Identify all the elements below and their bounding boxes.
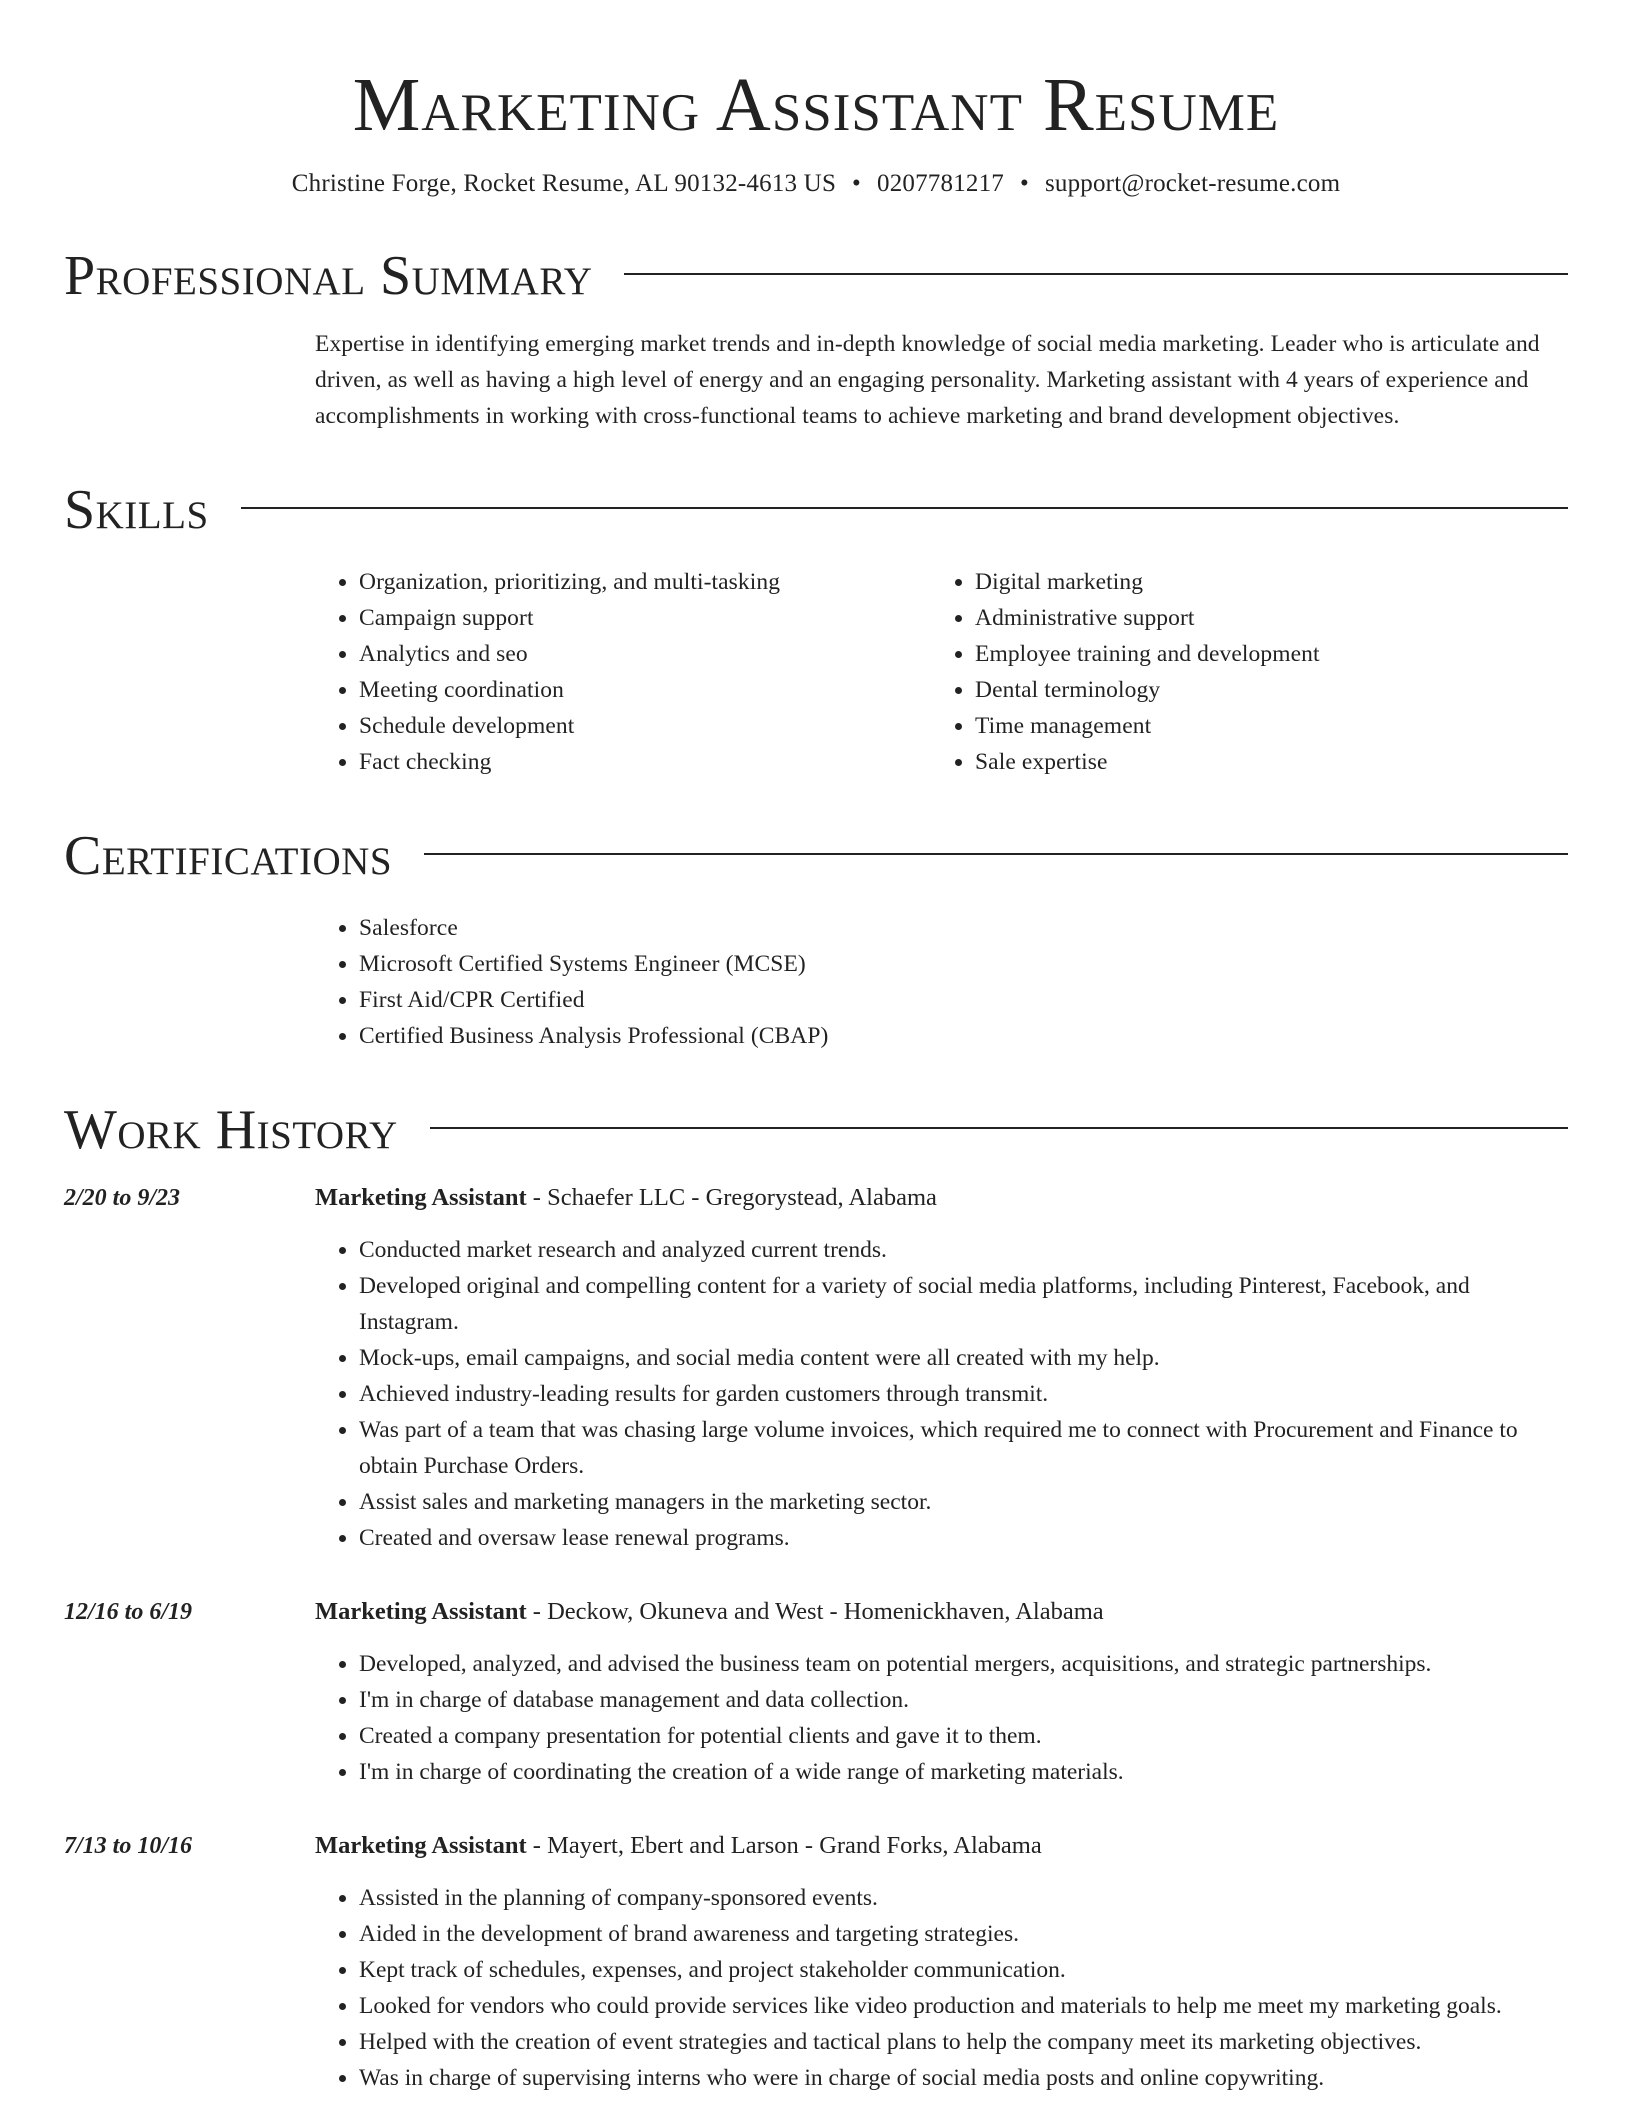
certification-item: • Certified Business Analysis Professional (CBAP) — [359, 1018, 1568, 1054]
summary-heading: Professional Summary — [64, 245, 593, 307]
section-divider — [430, 1127, 1568, 1129]
job-bullet: • Looked for vendors who could provide services like video production and materials to help me meet my marketing goals. — [359, 1988, 1568, 2024]
contact-email: support@rocket-resume.com — [1044, 170, 1341, 197]
skill-item: • Employee training and development — [975, 636, 1547, 672]
job-bullets — [315, 1880, 1568, 2096]
certification-item: • First Aid/CPR Certified — [359, 982, 1568, 1018]
job-dates: 2/20 to 9/23 — [64, 1185, 181, 1211]
skill-item: • Sale expertise — [975, 744, 1547, 780]
job-bullets — [315, 1232, 1568, 1556]
job-bullet: • Assist sales and marketing managers in the marketing sector. — [359, 1484, 1568, 1520]
job-bullet: • Achieved industry-leading results for garden customers through transmit. — [359, 1376, 1568, 1412]
work-history-section-header — [64, 1100, 1568, 1160]
job-bullet: • Was part of a team that was chasing large volume invoices, which required me to connect with Procurement and Finance to obtain Purchase Orders. — [359, 1412, 1568, 1484]
job-dates: 7/13 to 10/16 — [64, 1833, 193, 1859]
skill-item: • Fact checking — [359, 744, 931, 780]
job-entry — [64, 1180, 1568, 1556]
job-bullet: • Helped with the creation of event strategies and tactical plans to help the company meet its marketing objectives. — [359, 2024, 1568, 2060]
job-bullet: • Created a company presentation for potential clients and gave it to them. — [359, 1718, 1568, 1754]
skill-item: • Time management — [975, 708, 1547, 744]
skills-heading: Skills — [64, 479, 209, 541]
job-role-line — [315, 1180, 1568, 1216]
section-divider — [424, 853, 1568, 855]
section-divider — [241, 507, 1568, 509]
job-detail — [315, 1594, 1568, 1790]
skill-item: • Campaign support — [359, 600, 931, 636]
skill-item: • Administrative support — [975, 600, 1547, 636]
skills-list — [315, 564, 1568, 780]
job-detail — [315, 1828, 1568, 2096]
certification-item: • Salesforce — [359, 910, 1568, 946]
job-bullet: • Assisted in the planning of company-sponsored events. — [359, 1880, 1568, 1916]
skill-item: • Dental terminology — [975, 672, 1547, 708]
job-role-line — [315, 1594, 1568, 1630]
skill-item: • Digital marketing — [975, 564, 1547, 600]
job-detail — [315, 1180, 1568, 1556]
contact-line — [64, 168, 1568, 200]
work-history-list — [64, 1180, 1568, 2096]
section-divider — [624, 273, 1568, 275]
job-title: Marketing Assistant — [315, 1184, 527, 1211]
summary-section-header — [64, 246, 1568, 306]
job-bullet: • I'm in charge of coordinating the creation of a wide range of marketing materials. — [359, 1754, 1568, 1790]
job-entry — [64, 1594, 1568, 1790]
job-title: Marketing Assistant — [315, 1598, 527, 1625]
skills-column-left — [315, 564, 931, 780]
job-company: - Mayert, Ebert and Larson - Grand Forks, Alabama — [526, 1832, 1042, 1859]
job-bullet: • Created and oversaw lease renewal programs. — [359, 1520, 1568, 1556]
job-bullet: • Mock-ups, email campaigns, and social media content were all created with my help. — [359, 1340, 1568, 1376]
job-bullet: • Developed, analyzed, and advised the business team on potential mergers, acquisitions, and strategic partnerships. — [359, 1646, 1568, 1682]
contact-separator: • — [1020, 170, 1029, 197]
skill-item: • Analytics and seo — [359, 636, 931, 672]
job-bullets — [315, 1646, 1568, 1790]
skills-section-header — [64, 480, 1568, 540]
work-history-heading: Work History — [64, 1099, 398, 1161]
certification-item: • Microsoft Certified Systems Engineer (MCSE) — [359, 946, 1568, 982]
job-bullet: • Developed original and compelling content for a variety of social media platforms, including Pinterest, Facebook, and Instagram. — [359, 1268, 1568, 1340]
contact-phone: 0207781217 — [877, 170, 1004, 197]
skill-item: • Schedule development — [359, 708, 931, 744]
job-bullet: • Kept track of schedules, expenses, and project stakeholder communication. — [359, 1952, 1568, 1988]
job-bullet: • Conducted market research and analyzed current trends. — [359, 1232, 1568, 1268]
certifications-heading: Certifications — [64, 825, 393, 887]
skills-column-right — [931, 564, 1547, 780]
job-dates: 12/16 to 6/19 — [64, 1599, 193, 1625]
job-company: - Schaefer LLC - Gregorystead, Alabama — [526, 1184, 937, 1211]
job-role-line — [315, 1828, 1568, 1864]
contact-address: Christine Forge, Rocket Resume, AL 90132-4613 US — [291, 170, 837, 197]
contact-separator: • — [852, 170, 861, 197]
skill-item: • Meeting coordination — [359, 672, 931, 708]
job-bullet: • Aided in the development of brand awareness and targeting strategies. — [359, 1916, 1568, 1952]
certifications-section-header — [64, 826, 1568, 886]
resume-title: Marketing Assistant Resume — [352, 63, 1280, 147]
certifications-list — [315, 910, 1568, 1054]
job-bullet: • Was in charge of supervising interns who were in charge of social media posts and online copywriting. — [359, 2060, 1568, 2096]
job-entry — [64, 1828, 1568, 2096]
job-title: Marketing Assistant — [315, 1832, 527, 1859]
skill-item: • Organization, prioritizing, and multi-tasking — [359, 564, 931, 600]
resume-page — [64, 0, 1568, 2096]
job-company: - Deckow, Okuneva and West - Homenickhaven, Alabama — [526, 1598, 1104, 1625]
summary-text: Expertise in identifying emerging market trends and in-depth knowledge of social media marketing. Leader who is articulate and driven, as well as having a high level of energy and an engaging personality. Marketing assistant with 4 years of experience and accomplishments in working with cross-functional teams to achieve marketing and brand development objectives. — [315, 331, 1540, 429]
job-bullet: • I'm in charge of database management and data collection. — [359, 1682, 1568, 1718]
